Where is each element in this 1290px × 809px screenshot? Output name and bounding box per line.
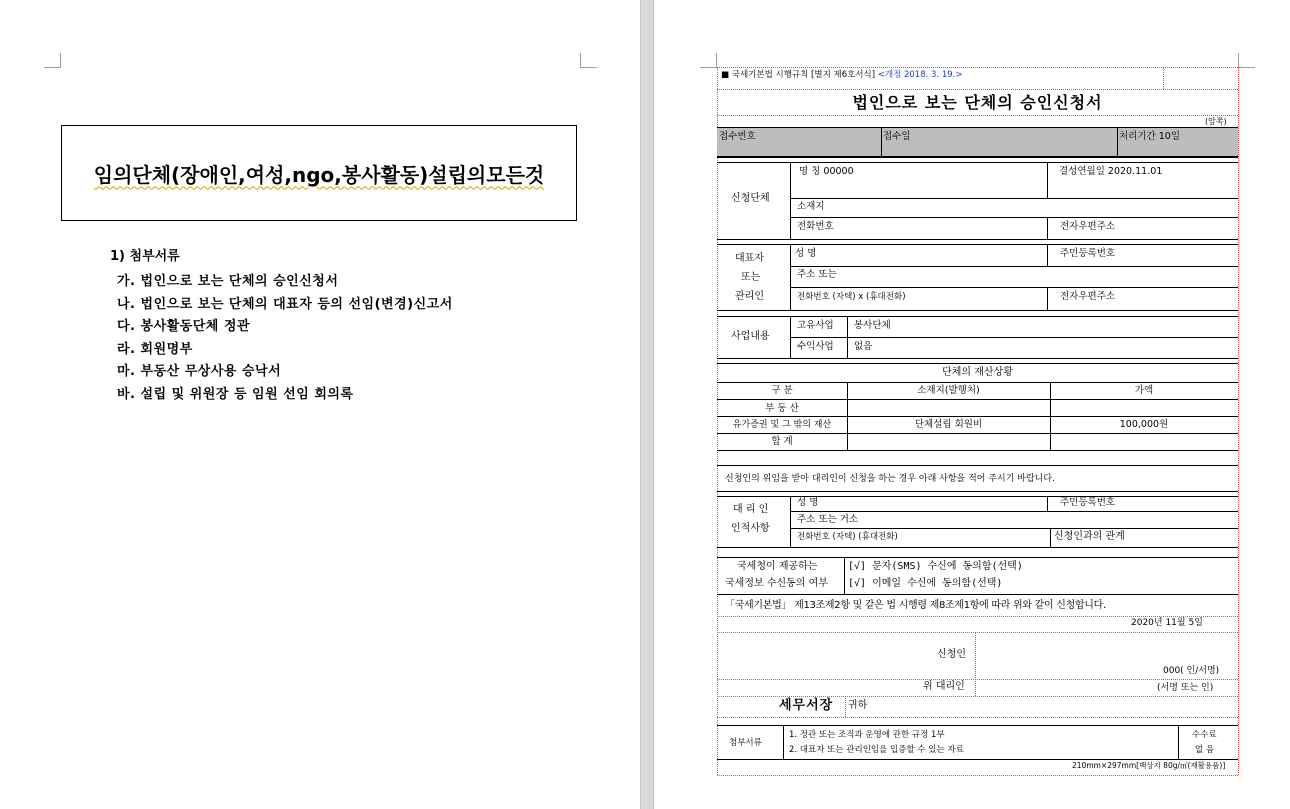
delegation-note: 신청인의 위임을 받아 대리인이 신청을 하는 경우 아래 사항을 적어 주시기 바랍니다. [725, 474, 1055, 484]
agent-name-field[interactable]: 성 명 [797, 497, 819, 508]
agent-section-label-2: 인적사항 [731, 523, 770, 534]
property-header: 구 분 [771, 385, 793, 396]
business-section-label: 사업내용 [731, 331, 770, 342]
property-value[interactable]: 100,000원 [1119, 419, 1169, 430]
rep-section-label-3: 관리인 [735, 291, 764, 302]
application-date[interactable]: 2020년 11월 5일 [1131, 618, 1203, 628]
attachments-heading: 1) 첨부서류 [110, 249, 180, 264]
rep-section-label-1: 대표자 [735, 253, 764, 264]
page-corner-mark [700, 53, 717, 68]
form-title: 법인으로 보는 단체의 승인신청서 [852, 93, 1103, 112]
phone-field[interactable]: 전화번호 [797, 221, 834, 232]
business-row-label: 고유사업 [797, 320, 834, 331]
declaration-text: 「국세기본법」 제13조제2항 및 같은 법 시행령 제8조제1항에 따라 위와 같이 신청합니다. [725, 600, 1106, 611]
applicant-label: 신청인 [937, 649, 966, 660]
address-field[interactable]: 소재지 [797, 201, 825, 212]
property-location[interactable]: 단체설립 회원비 [914, 419, 983, 430]
page-corner-mark [1238, 53, 1255, 68]
recipient-suffix: 귀하 [848, 700, 868, 711]
left-page [0, 0, 640, 809]
recipient-tax-office: 세무서장 [779, 698, 834, 713]
rep-phone-field[interactable]: 전화번호 (자택) x (휴대전화) [797, 292, 906, 302]
agent-rrn-field[interactable]: 주민등록번호 [1060, 497, 1116, 508]
page-gutter [640, 0, 654, 809]
attachment-requirement: 2. 대표자 또는 관리인임을 입증할 수 있는 자료 [789, 745, 964, 755]
attachment-item: 다. 봉사활동단체 정관 [117, 319, 251, 334]
email-field[interactable]: 전자우편주소 [1060, 221, 1116, 232]
attachment-item: 가. 법인으로 보는 단체의 승인신청서 [117, 274, 339, 289]
agent-phone-field[interactable]: 전화번호 (자택) (휴대전화) [797, 532, 898, 542]
rep-name-field[interactable]: 성 명 [795, 248, 817, 259]
property-title: 단체의 재산상황 [942, 367, 1013, 378]
rep-email-field[interactable]: 전자우편주소 [1060, 291, 1116, 302]
agent-label: 위 대리인 [923, 681, 965, 692]
document-title: 임의단체(장애인,여성,ngo,봉사활동)설립의모든것 [93, 162, 545, 187]
org-name-field[interactable]: 명 칭 00000 [799, 166, 854, 177]
page-corner-mark [580, 53, 597, 68]
property-category: 부 동 산 [765, 403, 799, 414]
agent-relation-field[interactable]: 신청인과의 관계 [1054, 531, 1125, 542]
attachment-item: 마. 부동산 무상사용 승낙서 [117, 364, 282, 379]
receipt-number-label: 접수번호 [719, 131, 756, 142]
attachment-item: 나. 법인으로 보는 단체의 대표자 등의 선임(변경)신고서 [117, 297, 453, 312]
property-category: 합 계 [771, 436, 793, 447]
page-side-label: (앞쪽) [1205, 117, 1227, 126]
document-title-box [61, 125, 577, 221]
applicant-signature[interactable]: 000( 인/서명) [1163, 666, 1220, 676]
fee-label: 수수료 [1192, 730, 1217, 740]
attachment-requirement: 1. 정관 또는 조직과 운영에 관한 규정 1부 [789, 730, 945, 740]
nts-label-line2: 국세정보 수신동의 여부 [725, 578, 828, 589]
fee-value: 없 음 [1195, 745, 1215, 755]
applicant-section-label: 신청단체 [731, 193, 770, 204]
property-category: 유가증권 및 그 밖의 재산 [732, 420, 832, 430]
form-reference [721, 69, 962, 81]
rep-section-label-2: 또는 [741, 272, 761, 283]
agent-signature[interactable]: (서명 또는 인) [1157, 683, 1214, 693]
property-header: 소재지(발행처) [917, 385, 980, 396]
agent-section-label-1: 대 리 인 [733, 504, 769, 515]
sms-consent-checkbox[interactable]: [√] 문자(SMS) 수신에 동의함(선택) [848, 561, 1023, 572]
attachment-item: 라. 회원명부 [117, 342, 193, 357]
rep-address-field[interactable]: 주소 또는 [797, 269, 837, 280]
form-revision: <개정 2018. 3. 19.> [877, 70, 963, 80]
rep-rrn-field[interactable]: 주민등록번호 [1060, 248, 1116, 259]
nts-label-line1: 국세청이 제공하는 [737, 561, 818, 572]
property-header: 가액 [1134, 385, 1154, 396]
page-corner-mark [44, 53, 61, 68]
attachments-label: 첨부서류 [729, 738, 762, 748]
email-consent-checkbox[interactable]: [√] 이메일 수신에 동의함(선택) [848, 578, 1003, 589]
attachment-item: 바. 설립 및 위원장 등 임원 선임 회의록 [117, 387, 354, 402]
agent-address-field[interactable]: 주소 또는 거소 [797, 514, 859, 525]
paper-spec: 210mm×297mm[백상지 80g/㎡(재활용품)] [1072, 761, 1226, 770]
form-reference-text: ■ 국세기본법 시행규칙 [별지 제6호서식] [721, 70, 876, 80]
formation-date-field[interactable]: 결성연월일 2020.11.01 [1059, 166, 1163, 177]
business-row-value[interactable]: 봉사단체 [854, 320, 891, 331]
business-row-label: 수익사업 [797, 341, 834, 352]
receipt-date-label: 접수일 [883, 131, 911, 142]
processing-period-label: 처리기간 10일 [1119, 131, 1180, 142]
business-row-value[interactable]: 없음 [854, 341, 873, 352]
approval-application-form [717, 67, 1238, 775]
